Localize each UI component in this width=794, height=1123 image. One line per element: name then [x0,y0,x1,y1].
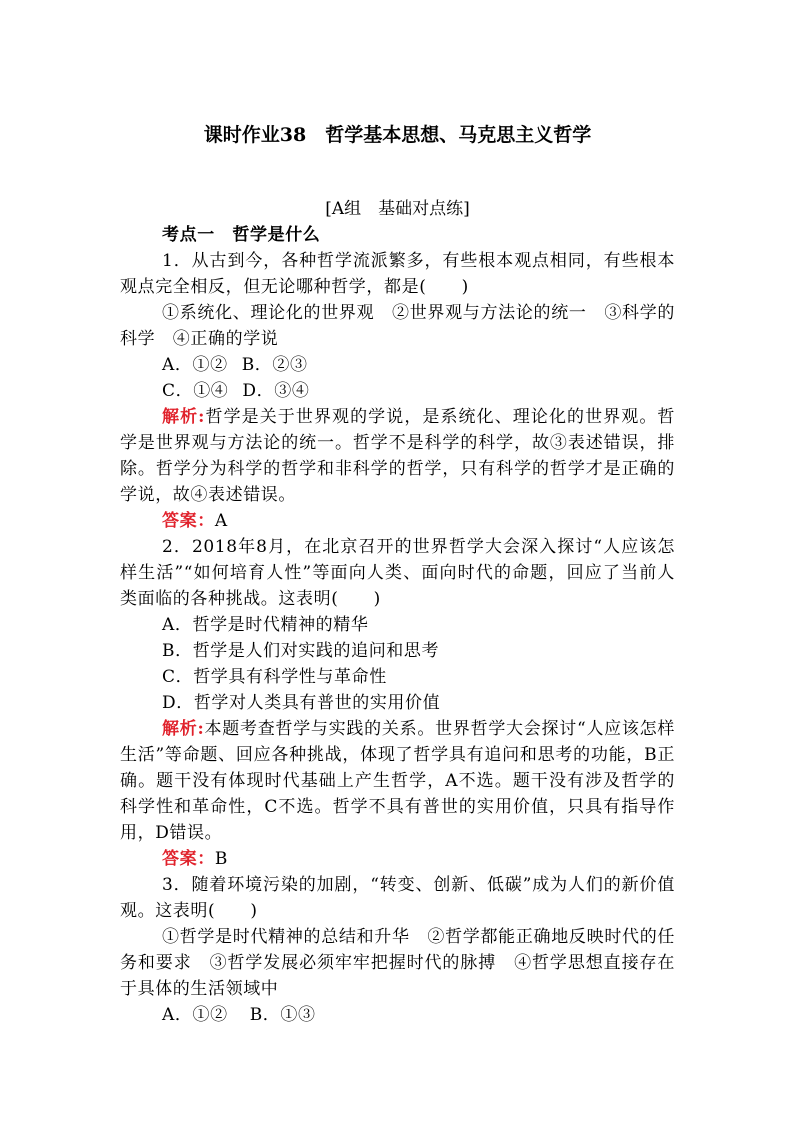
question-3-stem: 3．随着环境污染的加剧，“转变、创新、低碳”成为人们的新价值观。这表明( ) [120,875,675,921]
question-3-options-row-1 [120,1002,675,1028]
section-heading: 考点一 哲学是什么 [162,225,321,245]
group-heading: [A组 基础对点练] [325,199,470,219]
question-2-stem: 2．2018年8月，在北京召开的世界哲学大会深入探讨“人应该怎样生活”“如何培育人性”等面向人类、面向时代的命题，回应了当前人类面临的各种挑战。这表明( ) [120,537,675,609]
question-2-option-d: D．哲学对人类具有普世的实用价值 [162,693,441,713]
question-1-answer [120,508,675,534]
question-1-analysis-text: 哲学是关于世界观的学说，是系统化、理论化的世界观。哲学是世界观与方法论的统一。哲学不是科学的科学，故③表述错误，排除。哲学分为科学的哲学和非科学的哲学，只有科学的哲学才是正确的学说，故④表述错误。 [120,407,675,505]
document-page [120,118,675,1028]
question-2-option-c: C．哲学具有科学性与革命性 [162,667,387,687]
question-1-option-b: B．②③ [241,355,308,375]
question-3-statements: ①哲学是时代精神的总结和升华 ②哲学都能正确地反映时代的任务和要求 ③哲学发展必须牢牢把握时代的脉搏 ④哲学思想直接存在于具体的生活领域中 [120,927,675,999]
question-1-statements: ①系统化、理论化的世界观 ②世界观与方法论的统一 ③科学的科学 ④正确的学说 [120,303,675,349]
analysis-label: 解析: [162,719,205,739]
question-1-analysis [120,404,675,508]
question-3-option-b: B．①③ [249,1005,316,1025]
question-1-option-a: A．①② [162,355,228,375]
question-1-option-d: D．③④ [242,381,310,401]
question-3-option-a: A．①② [162,1005,228,1025]
answer-label: 答案： [162,511,215,531]
page-title: 课时作业38 哲学基本思想、马克思主义哲学 [203,124,592,146]
question-2-answer-value: B [214,849,228,869]
question-2-option-b: B．哲学是人们对实践的追问和思考 [162,641,440,661]
question-2-answer [120,846,675,872]
question-1-options-row-2 [120,378,675,404]
question-1-stem: 1．从古到今，各种哲学流派繁多，有些根本观点相同，有些根本观点完全相反，但无论哪种哲学，都是( ) [120,251,675,297]
question-2-analysis-text: 本题考查哲学与实践的关系。世界哲学大会探讨“人应该怎样生活”等命题、回应各种挑战，体现了哲学具有追问和思考的功能，B正确。题干没有体现时代基础上产生哲学，A不选。题干没有涉及哲学的科学性和革命性，C不选。哲学不具有普世的实用价值，只具有指导作用，D错误。 [120,719,676,843]
analysis-label: 解析: [162,407,206,427]
question-1-options-row-1 [120,352,675,378]
question-1-option-c: C．①④ [162,381,229,401]
question-1-answer-value: A [214,511,228,531]
question-2-option-a: A．哲学是时代精神的精华 [162,615,369,635]
question-2-analysis [120,716,675,846]
answer-label: 答案： [162,849,215,869]
